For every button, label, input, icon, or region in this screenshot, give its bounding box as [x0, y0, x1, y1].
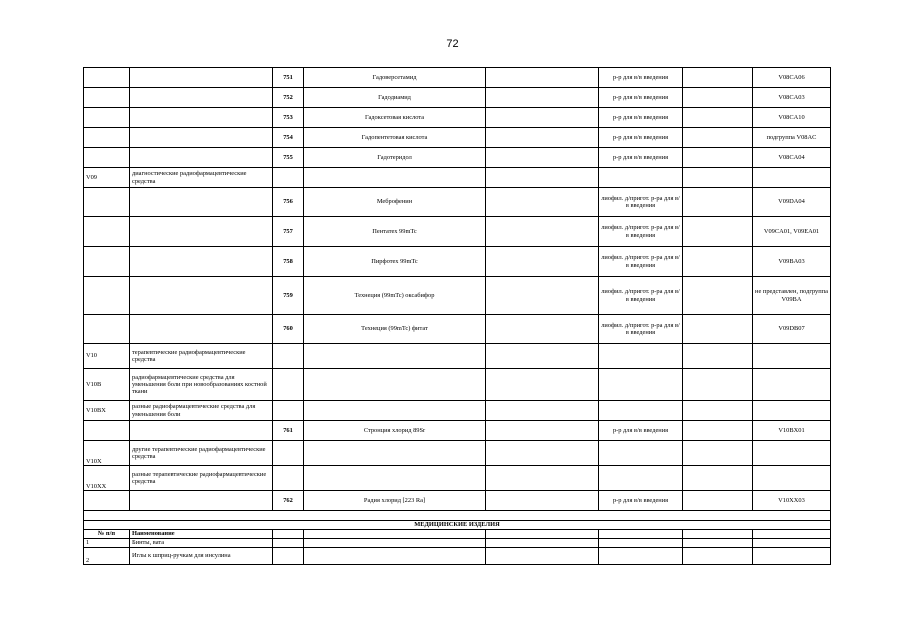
row-empty — [683, 491, 753, 511]
row-empty — [683, 128, 753, 148]
row-empty — [683, 466, 753, 491]
row-dosage-form: р-р для в/в введения — [599, 128, 683, 148]
table-row — [84, 441, 831, 466]
device-name: Иглы к шприц-ручкам для инсулина — [130, 548, 273, 565]
row-number — [273, 344, 304, 369]
row-dosage-form: лиофил. д/пригот. р-ра для в/в введения — [599, 217, 683, 247]
row-drug-name — [304, 369, 486, 401]
row-drug-name: Гадодиамид — [304, 88, 486, 108]
row-empty — [486, 277, 599, 315]
row-drug-name: Пирфотех 99mTc — [304, 247, 486, 277]
row-name — [130, 128, 273, 148]
row-number — [273, 369, 304, 401]
row-empty — [683, 401, 753, 421]
row-empty — [486, 217, 599, 247]
row-code — [84, 277, 130, 315]
row-dosage-form — [599, 168, 683, 188]
row-number: 754 — [273, 128, 304, 148]
row-code — [84, 421, 130, 441]
row-drug-name: Гадоверсетамид — [304, 68, 486, 88]
row-atc-code: V08CA06 — [753, 68, 831, 88]
row-empty — [486, 88, 599, 108]
row-code: V09 — [84, 168, 130, 188]
table-row — [84, 108, 831, 128]
row-name — [130, 148, 273, 168]
row-empty — [486, 168, 599, 188]
row-dosage-form: р-р для в/в введения — [599, 148, 683, 168]
row-number: 751 — [273, 68, 304, 88]
row-number: 760 — [273, 315, 304, 344]
row-name: диагностические радиофармацевтические средства — [130, 168, 273, 188]
row-code: V10X — [84, 441, 130, 466]
row-atc-code — [753, 441, 831, 466]
row-drug-name: Пентатех 99mTc — [304, 217, 486, 247]
row-number — [273, 168, 304, 188]
row-name — [130, 68, 273, 88]
row-dosage-form — [599, 369, 683, 401]
row-empty — [683, 88, 753, 108]
row-code — [84, 188, 130, 217]
row-drug-name: Гадотеридол — [304, 148, 486, 168]
row-empty — [486, 369, 599, 401]
row-number — [273, 441, 304, 466]
table-row — [84, 401, 831, 421]
page-number: 72 — [446, 38, 459, 50]
table-row — [84, 148, 831, 168]
row-atc-code: V09DA04 — [753, 188, 831, 217]
row-atc-code: не представлен, подгруппа V09BA — [753, 277, 831, 315]
table-row — [84, 188, 831, 217]
row-dosage-form: р-р для в/в введения — [599, 88, 683, 108]
table-row — [84, 247, 831, 277]
row-atc-code — [753, 168, 831, 188]
row-dosage-form: р-р для в/в введения — [599, 491, 683, 511]
row-atc-code — [753, 401, 831, 421]
row-drug-name — [304, 441, 486, 466]
row-dosage-form: лиофил. д/пригот. р-ра для в/в введения — [599, 315, 683, 344]
row-empty — [486, 247, 599, 277]
row-name: разные радиофармацевтические средства для уменьшения боли — [130, 401, 273, 421]
table-row — [84, 68, 831, 88]
row-code — [84, 491, 130, 511]
row-name — [130, 491, 273, 511]
row-name — [130, 247, 273, 277]
row-code — [84, 108, 130, 128]
row-dosage-form: р-р для в/в введения — [599, 68, 683, 88]
row-dosage-form: лиофил. д/пригот. р-ра для в/в введения — [599, 188, 683, 217]
row-drug-name: Радия хлорид [223 Ra] — [304, 491, 486, 511]
row-empty — [683, 148, 753, 168]
row-empty — [683, 441, 753, 466]
table-row — [84, 369, 831, 401]
row-number: 752 — [273, 88, 304, 108]
table-row — [84, 491, 831, 511]
row-code — [84, 128, 130, 148]
devices-section — [84, 511, 831, 565]
row-empty — [683, 68, 753, 88]
section-title-row — [84, 521, 831, 530]
row-code: V10XX — [84, 466, 130, 491]
row-number: 753 — [273, 108, 304, 128]
row-empty — [486, 441, 599, 466]
spacer-row — [84, 511, 831, 521]
row-name — [130, 108, 273, 128]
row-code — [84, 68, 130, 88]
row-number: 762 — [273, 491, 304, 511]
table-row — [84, 315, 831, 344]
row-drug-name: Меброфенин — [304, 188, 486, 217]
table-row — [84, 466, 831, 491]
row-code — [84, 217, 130, 247]
row-empty — [486, 491, 599, 511]
devices-header-num: № п/п — [84, 530, 130, 539]
row-empty — [683, 188, 753, 217]
row-drug-name: Гадопентетовая кислота — [304, 128, 486, 148]
device-row — [84, 548, 831, 565]
table-row — [84, 277, 831, 315]
device-num: 2 — [84, 548, 130, 565]
row-empty — [683, 344, 753, 369]
row-drug-name — [304, 466, 486, 491]
row-atc-code — [753, 344, 831, 369]
row-empty — [683, 277, 753, 315]
row-empty — [683, 315, 753, 344]
row-code: V10BX — [84, 401, 130, 421]
device-num: 1 — [84, 539, 130, 548]
row-atc-code — [753, 369, 831, 401]
row-atc-code: V10BX01 — [753, 421, 831, 441]
row-drug-name: Технеция (99mTc) фитат — [304, 315, 486, 344]
drug-table-body — [84, 68, 831, 511]
row-dosage-form: р-р для в/в введения — [599, 421, 683, 441]
row-drug-name — [304, 401, 486, 421]
row-atc-code: V09DB07 — [753, 315, 831, 344]
row-dosage-form: лиофил. д/пригот. р-ра для в/в введения — [599, 277, 683, 315]
row-number: 761 — [273, 421, 304, 441]
row-number: 757 — [273, 217, 304, 247]
row-dosage-form — [599, 441, 683, 466]
row-name — [130, 421, 273, 441]
row-number: 758 — [273, 247, 304, 277]
row-code — [84, 88, 130, 108]
row-name: радиофармацевтические средства для уменьшения боли при новообразованиях костной ткани — [130, 369, 273, 401]
row-atc-code: подгруппа V08AC — [753, 128, 831, 148]
row-empty — [486, 108, 599, 128]
row-drug-name — [304, 344, 486, 369]
devices-header-name: Наименование — [130, 530, 273, 539]
table-row — [84, 421, 831, 441]
drug-table — [83, 67, 831, 565]
row-empty — [683, 108, 753, 128]
row-atc-code: V10XX03 — [753, 491, 831, 511]
row-empty — [486, 188, 599, 217]
row-empty — [683, 247, 753, 277]
row-name — [130, 88, 273, 108]
row-atc-code: V08CA03 — [753, 88, 831, 108]
row-drug-name: Стронция хлорид 89Sr — [304, 421, 486, 441]
table-row — [84, 88, 831, 108]
device-row — [84, 539, 831, 548]
row-dosage-form — [599, 401, 683, 421]
row-atc-code: V08CA04 — [753, 148, 831, 168]
row-empty — [486, 421, 599, 441]
row-number — [273, 401, 304, 421]
table-row — [84, 344, 831, 369]
device-name: Бинты, вата — [130, 539, 273, 548]
table-row — [84, 128, 831, 148]
row-number: 759 — [273, 277, 304, 315]
row-atc-code: V09CA01, V09EA01 — [753, 217, 831, 247]
row-code: V10 — [84, 344, 130, 369]
row-empty — [683, 217, 753, 247]
row-name — [130, 217, 273, 247]
row-drug-name: Гадоксетовая кислота — [304, 108, 486, 128]
row-dosage-form — [599, 344, 683, 369]
table-row — [84, 168, 831, 188]
row-empty — [486, 128, 599, 148]
row-code — [84, 315, 130, 344]
table-row — [84, 217, 831, 247]
devices-header-row — [84, 530, 831, 539]
row-code: V10B — [84, 369, 130, 401]
row-empty — [486, 344, 599, 369]
row-empty — [486, 401, 599, 421]
row-name — [130, 188, 273, 217]
row-code — [84, 247, 130, 277]
row-number — [273, 466, 304, 491]
row-atc-code: V09BA03 — [753, 247, 831, 277]
row-empty — [486, 315, 599, 344]
row-empty — [486, 68, 599, 88]
row-empty — [683, 168, 753, 188]
row-drug-name — [304, 168, 486, 188]
row-number: 756 — [273, 188, 304, 217]
row-drug-name: Технеция (99mTc) оксабифор — [304, 277, 486, 315]
row-dosage-form: р-р для в/в введения — [599, 108, 683, 128]
row-atc-code — [753, 466, 831, 491]
row-empty — [683, 421, 753, 441]
row-atc-code: V08CA10 — [753, 108, 831, 128]
row-number: 755 — [273, 148, 304, 168]
row-name: терапевтические радиофармацевтические средства — [130, 344, 273, 369]
row-empty — [486, 466, 599, 491]
row-name — [130, 277, 273, 315]
row-dosage-form — [599, 466, 683, 491]
row-name — [130, 315, 273, 344]
row-name: другие терапевтические радиофармацевтические средства — [130, 441, 273, 466]
row-dosage-form: лиофил. д/пригот. р-ра для в/в введения — [599, 247, 683, 277]
row-code — [84, 148, 130, 168]
section-title: МЕДИЦИНСКИЕ ИЗДЕЛИЯ — [84, 521, 831, 530]
row-name: разные терапевтические радиофармацевтические средства — [130, 466, 273, 491]
row-empty — [486, 148, 599, 168]
row-empty — [683, 369, 753, 401]
